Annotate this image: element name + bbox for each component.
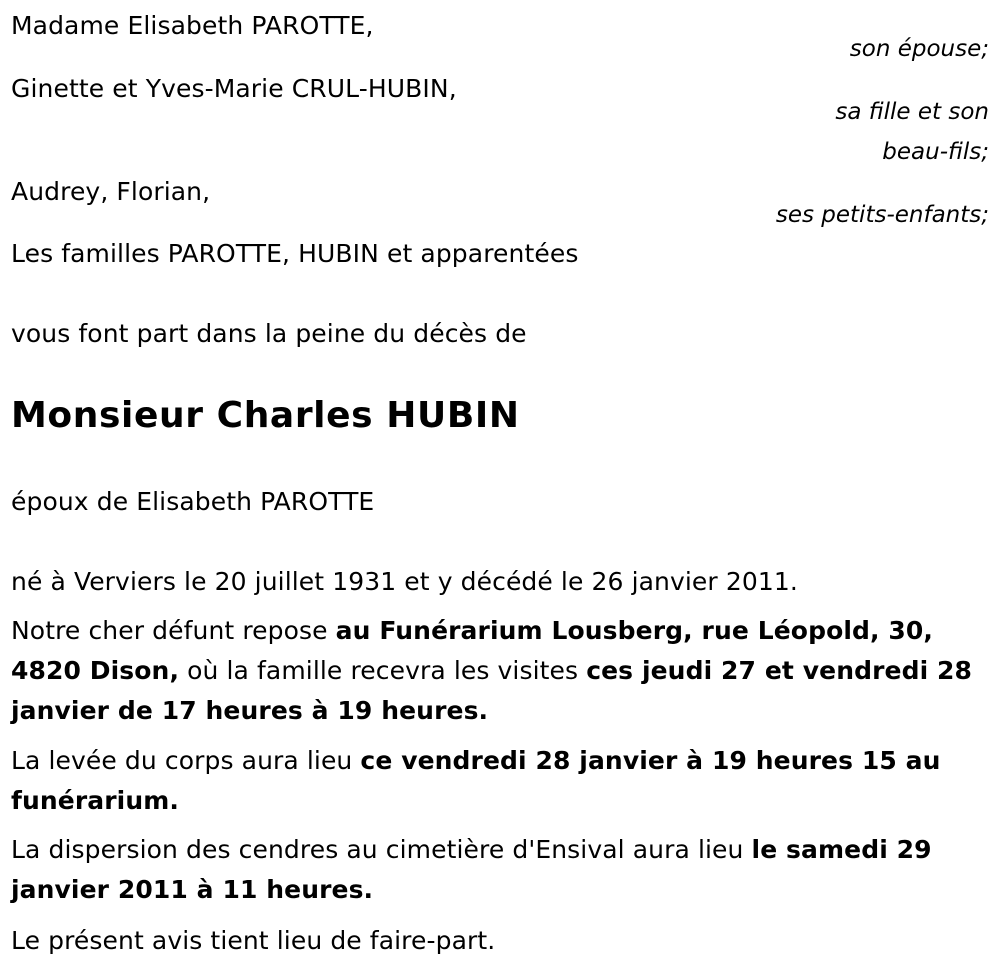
family-member-spouse: Madame Elisabeth PAROTTE,	[11, 11, 374, 40]
repose-visits: ces jeudi 27 et vendredi 28 janvier de 17 heures à 19 heures.	[11, 656, 973, 725]
levee-paragraph	[11, 741, 986, 821]
family-member-grandchildren: Audrey, Florian,	[11, 177, 211, 206]
relation-grandchildren: ses petits-enfants;	[775, 202, 989, 228]
announcement-text: vous font part dans la peine du décès de	[11, 319, 527, 348]
repose-location: au Funérarium Lousberg, rue Léopold, 30, 4820 Dison,	[11, 616, 934, 685]
dispersion-text: La dispersion des cendres au cimetière d'Ensival aura lieu	[11, 835, 752, 864]
repose-paragraph	[11, 611, 986, 731]
family-member-families: Les familles PAROTTE, HUBIN et apparentées	[11, 239, 579, 268]
birth-death-info: né à Verviers le 20 juillet 1931 et y décédé le 26 janvier 2011.	[11, 567, 798, 596]
dispersion-paragraph	[11, 830, 986, 910]
repose-text-1: Notre cher défunt repose	[11, 616, 336, 645]
dispersion-details: le samedi 29 janvier 2011 à 11 heures.	[11, 835, 932, 904]
family-member-daughter: Ginette et Yves-Marie CRUL-HUBIN,	[11, 74, 457, 103]
levee-text: La levée du corps aura lieu	[11, 746, 361, 775]
closing-text: Le présent avis tient lieu de faire-part.	[11, 926, 496, 955]
deceased-name: Monsieur Charles HUBIN	[11, 395, 520, 436]
deceased-spouse: époux de Elisabeth PAROTTE	[11, 487, 375, 516]
relation-spouse: son épouse;	[849, 36, 989, 62]
levee-details: ce vendredi 28 janvier à 19 heures 15 au funérarium.	[11, 746, 941, 815]
relation-daughter-line2: beau-fils;	[882, 139, 989, 165]
relation-daughter-line1: sa fille et son	[835, 99, 989, 125]
repose-text-2: où la famille recevra les visites	[179, 656, 587, 685]
